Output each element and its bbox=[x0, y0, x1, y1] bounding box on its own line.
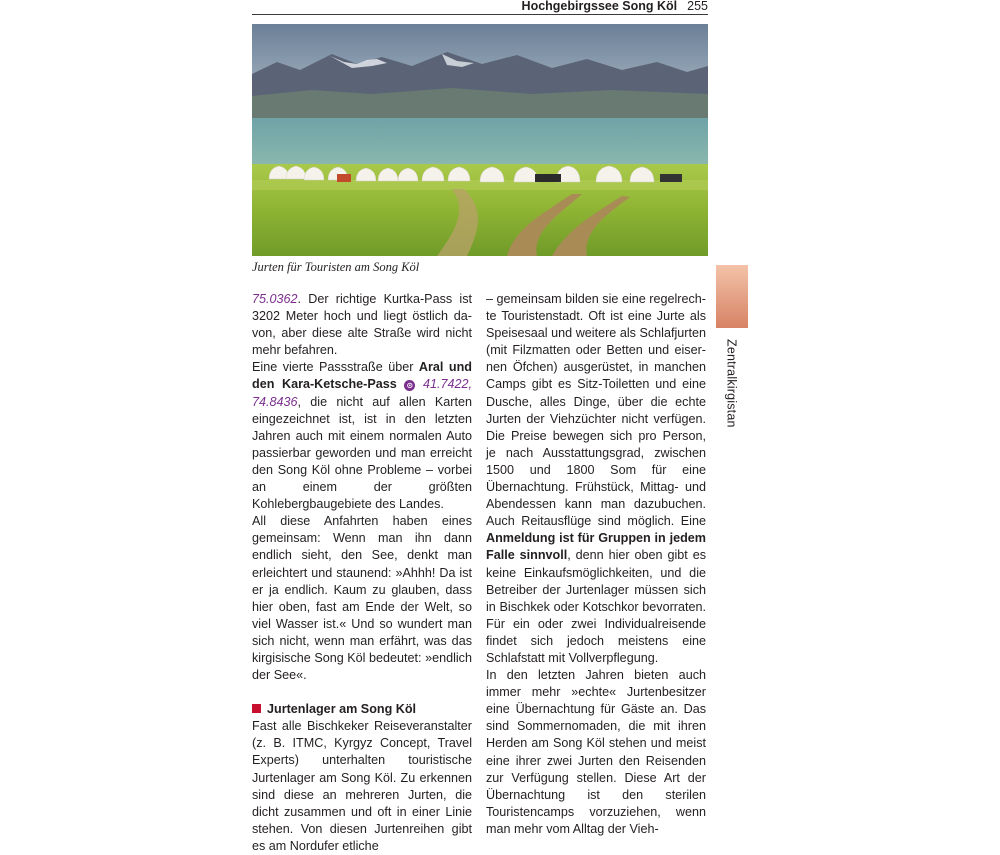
paragraph bbox=[486, 291, 706, 667]
paragraph: All diese Anfahrten haben eines gemeinsam: Wenn man ihn dann endlich sieht, den See, denkt man erleichtert und staunend: »Ahhh! Da ist er ja endlich. Kaum zu glauben, dass hier oben, fast am Ende der Welt, so viel Wasser ist.« Und so wundert man sich nicht, wenn man erfährt, was das kirgisische Song Köl bedeutet: »endlich der See«. bbox=[252, 514, 472, 683]
paragraph: In den letzten Jahren bieten auch immer mehr »echte« Jurtenbesitzer eine Übernachtung für Gäste an. Das sind Sommernomaden, die mit ihren Herden am Song Köl stehen und meist eine ihrer zwei Jurten den Reisenden zur Verfügung stellen. Diese Art der Übernachtung ist den sterilen Touristencamps vorzuziehen, wenn man mehr vom Alltag der Vieh- bbox=[486, 668, 706, 836]
paragraph bbox=[252, 291, 472, 359]
left-column bbox=[252, 291, 472, 855]
chapter-label: Zentralkirgistan bbox=[724, 339, 739, 428]
paragraph: Fast alle Bischkeker Reiseveranstalter (z. B. ITMC, Kyrgyz Concept, Travel Experts) unterhalten touristische Jurtenlager am Song Köl. Zu erkennen sind diese an mehreren Jurten, die dicht zusammen und oft in einer Linie stehen. Von diesen Jurtenreihen gibt es am Nordufer etliche bbox=[252, 719, 472, 853]
gps-coordinate: 41.7422, 74.8436 bbox=[252, 377, 472, 409]
paragraph-text: – gemeinsam bilden sie eine regelrechte Touristenstadt. Oft ist eine Jurte als Speisesaal und weitere als Schlafjurten (mit Filzmatten oder Betten und eisernen Öfchen) ausgerüstet, in manchen Camps gibt es Sitz-Toiletten und eine Dusche, alles Dinge, über die echte Jurten der Viehzüchter nicht verfügen. Die Preise bewegen sich pro Person, je nach Ausstattungsgrad, zwischen 1500 und 1800 Som für eine Übernachtung. Frühstück, Mittag- und Abendessen kann man dazubuchen. Auch Reitausflüge sind möglich. Eine bbox=[486, 292, 706, 529]
section-heading bbox=[252, 701, 472, 718]
paragraph-text: , denn hier oben gibt es keine Einkaufsmöglichkeiten, und die Betreiber der Jurtenlager müssen sich in Bischkek oder Kotschkor bevorraten. Für ein oder zwei Individualreisende findet sich jedoch meistens eine Schlafstatt mit Vollverpflegung. bbox=[486, 548, 706, 665]
paragraph bbox=[252, 359, 472, 513]
paragraph-text: , die nicht auf allen Karten eingezeichnet ist, ist in den letzten Jahren auch mit einem normalen Auto passierbar geworden und man erreicht den Song Köl ohne Probleme – vorbei an einem der größten Kohlebergbaugebiete des Landes. bbox=[252, 394, 472, 512]
square-bullet-icon bbox=[252, 704, 261, 713]
yurt-camp-photo bbox=[252, 24, 708, 256]
gps-coordinate: 75.0362 bbox=[252, 292, 298, 306]
running-head bbox=[440, 0, 708, 14]
gps-marker-icon: ⊙ bbox=[404, 380, 415, 391]
photo-caption: Jurten für Touristen am Song Köl bbox=[252, 260, 420, 274]
chapter-tab bbox=[716, 265, 748, 328]
running-head-title: Hochgebirgssee Song Köl bbox=[521, 0, 678, 13]
paragraph-text: Eine vierte Passstraße über bbox=[252, 360, 419, 375]
section-heading-text: Jurtenlager am Song Köl bbox=[267, 702, 417, 717]
right-column bbox=[486, 291, 706, 838]
highlight-text: Aral und den Kara-Ketsche-Pass bbox=[252, 360, 472, 392]
header-rule bbox=[252, 14, 708, 15]
paragraph-text: . Der richtige Kurtka-Pass ist 3202 Meter hoch und liegt östlich davon, aber diese alte Straße wird nicht mehr befahren. bbox=[252, 292, 472, 358]
highlight-text: Anmeldung ist für Gruppen in jedem Falle sinnvoll bbox=[486, 531, 706, 563]
page-number: 255 bbox=[687, 0, 708, 13]
